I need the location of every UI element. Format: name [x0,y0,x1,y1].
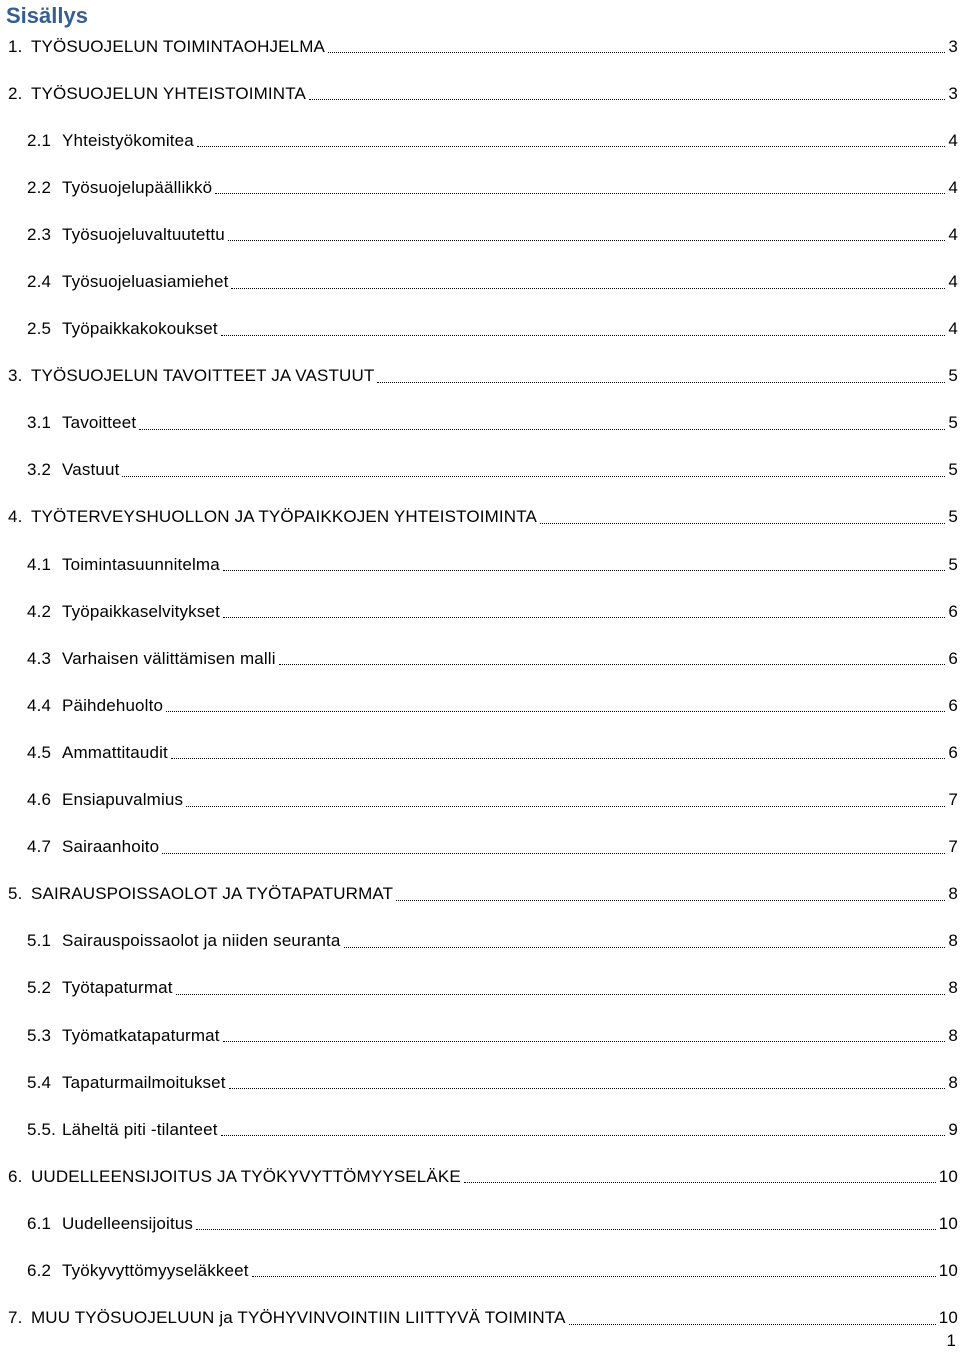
toc-entry[interactable] [0,164,960,211]
toc-entry-number: 4.1 [27,554,52,574]
toc-entry[interactable] [0,918,960,965]
toc-entry-title: UUDELLEENSIJOITUS JA TYÖKYVYTTÖMYYSELÄKE [31,1166,461,1186]
toc-dot-leader [166,711,945,712]
toc-entry[interactable] [0,1059,960,1106]
toc-entry[interactable] [0,1012,960,1059]
toc-entry-page: 7 [948,790,958,810]
toc-entry-title: Varhaisen välittämisen malli [62,648,276,668]
toc-entry-page: 4 [948,319,958,339]
toc-entry-number: 5.4 [27,1072,52,1092]
toc-entry-number: 5.5. [27,1119,56,1139]
toc-entry[interactable] [0,353,960,400]
toc-entry-title: Päihdehuolto [62,695,164,715]
toc-entry-page: 3 [948,36,958,56]
toc-dot-leader [279,664,945,665]
toc-entry-title: Työtapaturmat [62,978,173,998]
toc-entry-number: 5.1 [27,931,52,951]
toc-dot-leader [464,1182,936,1183]
toc-entry-page: 10 [938,1260,958,1280]
toc-dot-leader [122,476,945,477]
toc-entry-title: Toimintasuunnitelma [62,554,220,574]
toc-entry-title: TYÖSUOJELUN TOIMINTAOHJELMA [31,36,326,56]
toc-entry-title: Työpaikkaselvitykset [62,601,220,621]
toc-dot-leader [396,900,945,901]
toc-entry-title: Läheltä piti -tilanteet [62,1119,218,1139]
toc-dot-leader [569,1324,936,1325]
toc-entry-number: 3.2 [27,460,52,480]
toc-entry-page: 6 [948,648,958,668]
toc-dot-leader [221,1135,945,1136]
toc-entry[interactable] [0,1295,960,1342]
toc-entry[interactable] [0,824,960,871]
toc-entry-number: 4.4 [27,695,52,715]
toc-entry-number: 2. [8,83,23,103]
toc-dot-leader [344,947,945,948]
toc-entry-title: Sairauspoissaolot ja niiden seuranta [62,931,341,951]
toc-entry[interactable] [0,965,960,1012]
toc-entry-page: 8 [948,884,958,904]
toc-dot-leader [196,1229,936,1230]
toc-entry-number: 7. [8,1308,23,1328]
toc-entry[interactable] [0,23,960,70]
toc-title: Sisällys [6,3,88,28]
toc-entry-title: Sairaanhoito [62,837,160,857]
toc-entry[interactable] [0,541,960,588]
toc-entry[interactable] [0,306,960,353]
toc-entry-page: 5 [948,460,958,480]
toc-entry-number: 1. [8,36,23,56]
toc-entry-title: Työpaikkakokoukset [62,319,218,339]
toc-entry-page: 10 [938,1308,958,1328]
toc-entry[interactable] [0,588,960,635]
toc-entry-page: 4 [948,177,958,197]
toc-dot-leader [309,99,945,100]
toc-entry-number: 2.4 [27,272,52,292]
toc-entry-page: 9 [948,1119,958,1139]
toc-entry-number: 2.3 [27,224,52,244]
toc-entry-number: 3.1 [27,413,52,433]
toc-entry[interactable] [0,400,960,447]
toc-entry-title: Yhteistyökomitea [62,130,194,150]
toc-entry-title: Tapaturmailmoitukset [62,1072,226,1092]
toc-dot-leader [223,617,945,618]
toc-entry-number: 4.7 [27,837,52,857]
toc-dot-leader [215,193,945,194]
toc-entry-page: 4 [948,224,958,244]
toc-entry[interactable] [0,117,960,164]
toc-dot-leader [221,335,945,336]
toc-entry-number: 6.1 [27,1213,52,1233]
toc-entry-number: 2.2 [27,177,52,197]
toc-entry-title: Työsuojeluvaltuutettu [62,224,225,244]
toc-entry-number: 4.5 [27,742,52,762]
toc-entry[interactable] [0,211,960,258]
toc-entry[interactable] [0,1200,960,1247]
toc-entry-page: 5 [948,554,958,574]
toc-entry[interactable] [0,729,960,776]
toc-entry-page: 7 [948,837,958,857]
toc-entry-number: 5.3 [27,1025,52,1045]
toc-entry-title: Vastuut [62,460,120,480]
toc-entry-number: 2.1 [27,130,52,150]
toc-entry[interactable] [0,447,960,494]
toc-entry[interactable] [0,1247,960,1294]
toc-entry-number: 4. [8,507,23,527]
toc-entry-title: Työsuojeluasiamiehet [62,272,229,292]
toc-dot-leader [228,240,945,241]
toc-entry[interactable] [0,777,960,824]
toc-entry-title: TYÖSUOJELUN YHTEISTOIMINTA [31,83,306,103]
toc-entry-title: MUU TYÖSUOJELUUN ja TYÖHYVINVOINTIIN LIITTYVÄ TOIMINTA [31,1308,566,1328]
toc-entry-title: Ammattitaudit [62,742,168,762]
page-number: 1 [946,1331,956,1350]
toc-dot-leader [176,994,945,995]
toc-entry-page: 6 [948,742,958,762]
toc-entry-title: SAIRAUSPOISSAOLOT JA TYÖTAPATURMAT [31,884,394,904]
toc-dot-leader [139,429,945,430]
toc-entry-number: 4.3 [27,648,52,668]
toc-dot-leader [377,382,945,383]
toc-entry-page: 8 [948,1025,958,1045]
toc-entry-page: 10 [938,1166,958,1186]
toc-entry-page: 3 [948,83,958,103]
toc-entry-page: 8 [948,1072,958,1092]
toc-entry-page: 5 [948,413,958,433]
toc-dot-leader [231,288,945,289]
toc-entry[interactable] [0,494,960,541]
toc-dot-leader [328,52,945,53]
toc-entry-number: 5. [8,884,23,904]
toc-dot-leader [252,1276,936,1277]
toc-entry-number: 3. [8,366,23,386]
toc-entry-page: 10 [938,1213,958,1233]
toc-dot-leader [171,758,945,759]
toc-entry[interactable] [0,1153,960,1200]
table-of-contents [0,23,960,1342]
toc-entry-page: 6 [948,695,958,715]
toc-entry-title: Uudelleensijoitus [62,1213,194,1233]
toc-entry-title: Ensiapuvalmius [62,790,184,810]
toc-entry-title: Työmatkatapaturmat [62,1025,220,1045]
toc-dot-leader [223,1041,945,1042]
toc-entry[interactable] [0,70,960,117]
toc-entry[interactable] [0,258,960,305]
toc-entry-number: 4.2 [27,601,52,621]
toc-entry-title: TYÖTERVEYSHUOLLON JA TYÖPAIKKOJEN YHTEISTOIMINTA [31,507,537,527]
toc-entry[interactable] [0,871,960,918]
toc-entry-number: 6.2 [27,1260,52,1280]
toc-dot-leader [162,853,945,854]
toc-entry-title: Työkyvyttömyyseläkkeet [62,1260,249,1280]
toc-entry-page: 8 [948,978,958,998]
toc-entry-number: 2.5 [27,319,52,339]
toc-dot-leader [186,806,945,807]
toc-entry-number: 6. [8,1166,23,1186]
toc-entry-number: 4.6 [27,790,52,810]
toc-dot-leader [197,146,945,147]
toc-entry-page: 4 [948,130,958,150]
toc-entry[interactable] [0,682,960,729]
toc-entry-title: TYÖSUOJELUN TAVOITTEET JA VASTUUT [31,366,375,386]
toc-entry-page: 4 [948,272,958,292]
toc-dot-leader [229,1088,945,1089]
toc-entry-page: 6 [948,601,958,621]
toc-entry-title: Tavoitteet [62,413,137,433]
toc-entry-page: 5 [948,366,958,386]
toc-dot-leader [540,523,945,524]
toc-entry-number: 5.2 [27,978,52,998]
toc-entry-title: Työsuojelupäällikkö [62,177,213,197]
toc-entry-page: 5 [948,507,958,527]
toc-entry-page: 8 [948,931,958,951]
toc-entry[interactable] [0,1106,960,1153]
toc-entry[interactable] [0,635,960,682]
toc-dot-leader [223,570,945,571]
